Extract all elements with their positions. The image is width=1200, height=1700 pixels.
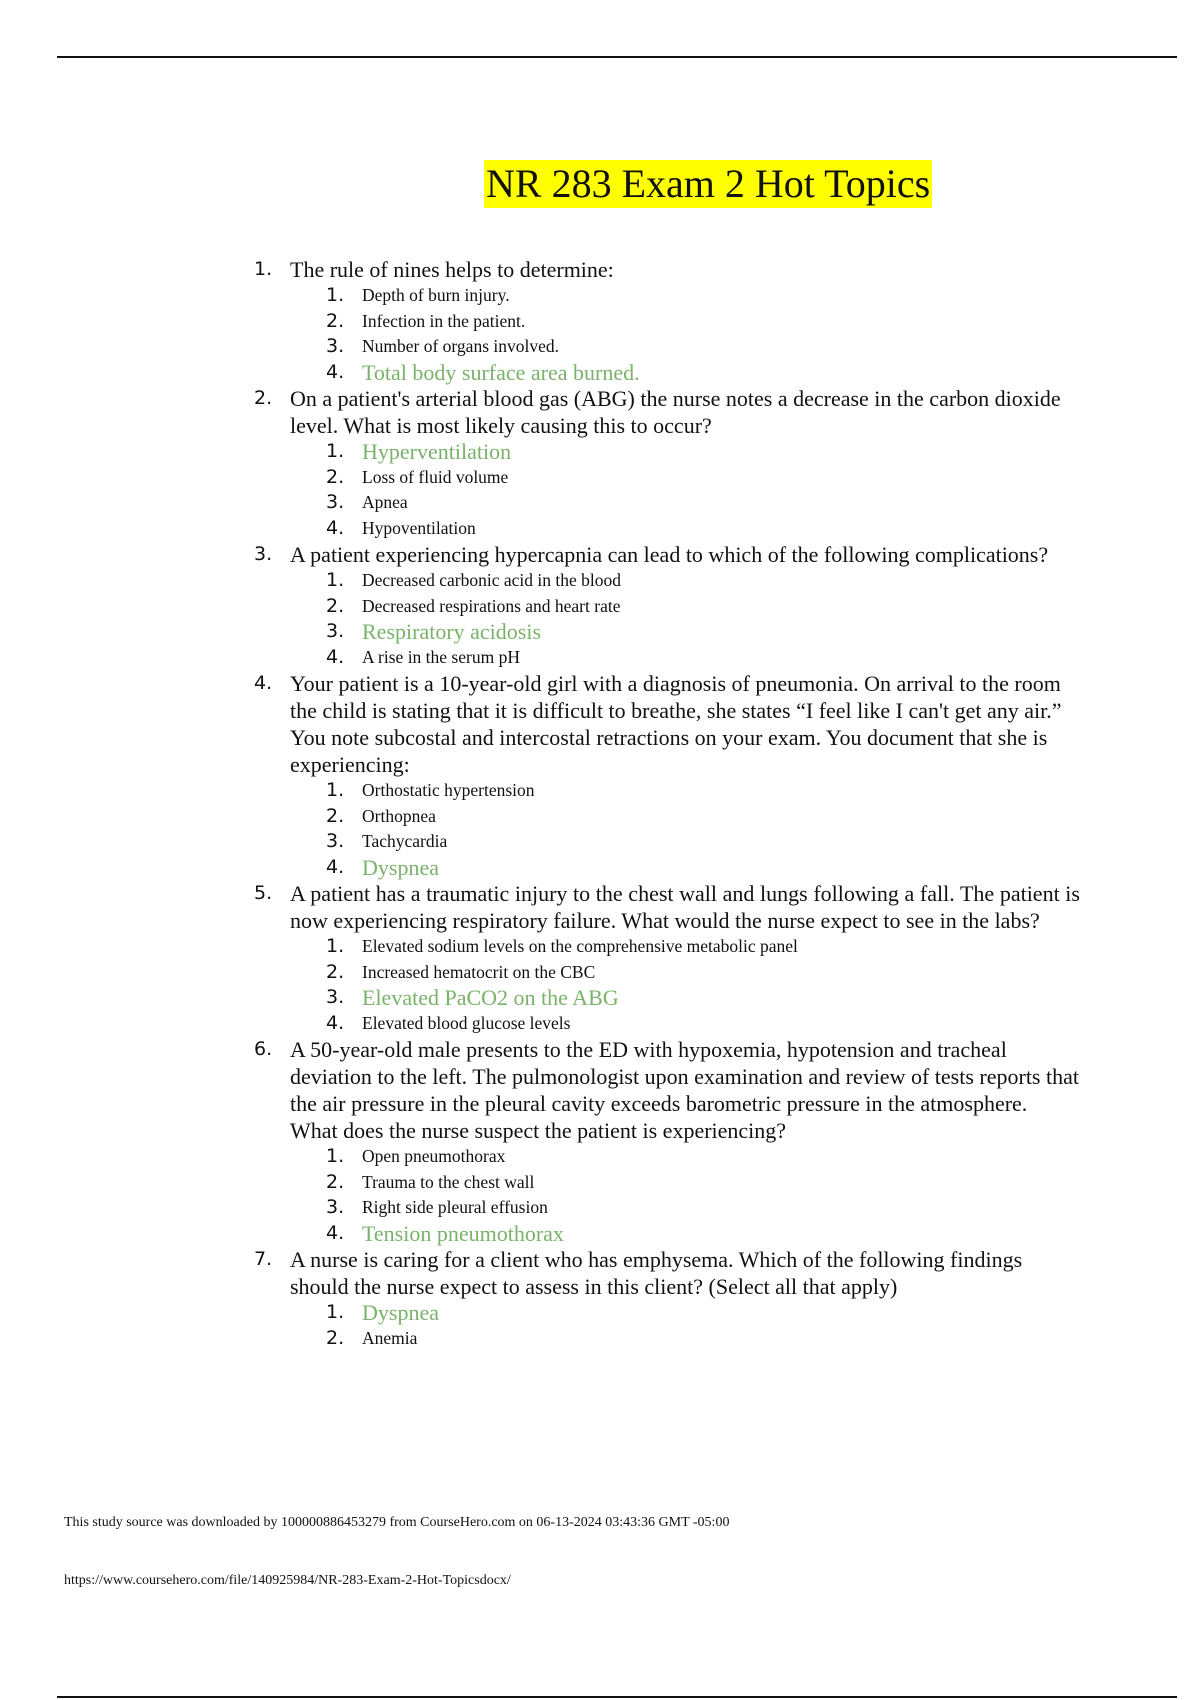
answer-option (326, 283, 1080, 309)
answer-option (326, 645, 1080, 671)
question-item (254, 385, 1080, 541)
answer-number: 4. (326, 360, 345, 383)
top-rule (57, 56, 1177, 58)
answer-list (290, 1300, 1080, 1351)
answer-option (326, 309, 1080, 335)
answer-text: Decreased carbonic acid in the blood (362, 570, 621, 590)
answer-number: 2. (326, 1170, 345, 1193)
answer-number: 2. (326, 465, 345, 488)
answer-text: Dyspnea (362, 1300, 439, 1325)
title-container (0, 160, 1200, 208)
answer-number: 3. (326, 830, 345, 852)
page-title: NR 283 Exam 2 Hot Topics (486, 161, 931, 206)
question-number: 3. (254, 543, 273, 565)
answer-number: 1. (326, 779, 345, 801)
answer-text: Elevated sodium levels on the comprehensive metabolic panel (362, 936, 798, 956)
answer-text: Hypoventilation (362, 517, 476, 538)
answer-option (326, 1144, 1080, 1170)
answer-text: Total body surface area burned. (362, 359, 640, 385)
question-number: 7. (254, 1248, 273, 1270)
answer-option (326, 960, 1080, 986)
answer-number: 1. (326, 440, 345, 462)
answer-number: 1. (326, 935, 345, 957)
question-list (254, 256, 1080, 1351)
answer-option (326, 490, 1080, 516)
answer-list (290, 934, 1080, 1036)
answer-option-correct (326, 855, 1080, 881)
answer-option (326, 778, 1080, 804)
answer-option (326, 934, 1080, 960)
answer-number: 3. (326, 620, 345, 642)
answer-option (326, 1170, 1080, 1196)
answer-number: 2. (326, 1326, 345, 1349)
question-number: 6. (254, 1038, 273, 1060)
question-number: 1. (254, 258, 273, 280)
download-note: This study source was downloaded by 100000886453279 from CourseHero.com on 06-13-2024 03:43:36 GMT -05:00 (64, 1515, 730, 1530)
answer-option (326, 804, 1080, 830)
answer-list (290, 778, 1080, 880)
answer-option-correct (326, 1300, 1080, 1326)
question-text: The rule of nines helps to determine: (290, 257, 614, 282)
answer-list (290, 439, 1080, 541)
answer-text: Elevated blood glucose levels (362, 1012, 571, 1033)
answer-number: 3. (326, 1196, 345, 1218)
answer-number: 1. (326, 1301, 345, 1323)
answer-text: Tension pneumothorax (362, 1220, 564, 1246)
answer-option-correct (326, 985, 1080, 1011)
answer-option (326, 516, 1080, 542)
source-url: https://www.coursehero.com/file/140925984/NR-283-Exam-2-Hot-Topicsdocx/ (64, 1573, 511, 1588)
answer-number: 1. (326, 284, 345, 306)
question-number: 4. (254, 672, 273, 694)
answer-option (326, 1195, 1080, 1221)
answer-number: 4. (326, 1011, 345, 1034)
answer-text: Decreased respirations and heart rate (362, 595, 621, 616)
answer-option-correct (326, 360, 1080, 386)
question-text: Your patient is a 10-year-old girl with a diagnosis of pneumonia. On arrival to the room the child is stating that it is difficult to breathe, she states “I feel like I can't get any air.” You note subcostal and intercostal retractions on your exam. You document that she is experiencing: (290, 671, 1062, 777)
question-item (254, 256, 1080, 385)
answer-number: 4. (326, 855, 345, 878)
question-text: A nurse is caring for a client who has emphysema. Which of the following findings should the nurse expect to assess in this client? (Select all that apply) (290, 1247, 1023, 1299)
question-item (254, 1246, 1080, 1351)
answer-number: 4. (326, 1221, 345, 1244)
answer-option-correct (326, 1221, 1080, 1247)
answer-text: Hyperventilation (362, 439, 512, 464)
answer-number: 3. (326, 335, 345, 357)
answer-number: 4. (326, 645, 345, 668)
answer-option (326, 829, 1080, 855)
answer-text: Open pneumothorax (362, 1146, 506, 1166)
answer-number: 1. (326, 1145, 345, 1167)
answer-number: 2. (326, 960, 345, 983)
question-item (254, 880, 1080, 1036)
answer-text: Apnea (362, 492, 408, 512)
bottom-rule (57, 1696, 1177, 1698)
answer-option (326, 594, 1080, 620)
answer-number: 1. (326, 569, 345, 591)
answer-option-correct (326, 619, 1080, 645)
answer-option (326, 465, 1080, 491)
answer-text: A rise in the serum pH (362, 646, 520, 667)
answer-text: Increased hematocrit on the CBC (362, 961, 596, 982)
question-item (254, 541, 1080, 670)
answer-number: 2. (326, 309, 345, 332)
question-number: 2. (254, 387, 273, 409)
answer-list (290, 568, 1080, 670)
question-text: A patient experiencing hypercapnia can lead to which of the following complications? (290, 542, 1049, 567)
answer-text: Trauma to the chest wall (362, 1171, 535, 1192)
question-number: 5. (254, 882, 273, 904)
question-text: On a patient's arterial blood gas (ABG) the nurse notes a decrease in the carbon dioxide level. What is most likely causing this to occur? (290, 386, 1061, 438)
question-text: A patient has a traumatic injury to the chest wall and lungs following a fall. The patient is now experiencing respiratory failure. What would the nurse expect to see in the labs? (290, 881, 1080, 933)
answer-text: Right side pleural effusion (362, 1197, 548, 1217)
answer-number: 2. (326, 594, 345, 617)
answer-text: Dyspnea (362, 854, 439, 880)
answer-text: Tachycardia (362, 831, 448, 851)
answer-number: 2. (326, 804, 345, 827)
answer-text: Orthopnea (362, 805, 436, 826)
question-item (254, 1036, 1080, 1246)
answer-option (326, 1011, 1080, 1037)
answer-list (290, 283, 1080, 385)
question-text: A 50-year-old male presents to the ED with hypoxemia, hypotension and tracheal deviation to the left. The pulmonologist upon examination and review of tests reports that the air pressure in the pleural cavity exceeds barometric pressure in the atmosphere. What does the nurse suspect the patient is experiencing? (290, 1037, 1079, 1143)
answer-text: Anemia (362, 1327, 418, 1348)
answer-text: Elevated PaCO2 on the ABG (362, 985, 619, 1010)
answer-text: Number of organs involved. (362, 336, 560, 356)
answer-number: 3. (326, 986, 345, 1008)
answer-number: 3. (326, 491, 345, 513)
answer-number: 4. (326, 516, 345, 539)
answer-option (326, 1326, 1080, 1352)
answer-text: Respiratory acidosis (362, 619, 542, 644)
answer-option (326, 334, 1080, 360)
answer-text: Depth of burn injury. (362, 285, 510, 305)
answer-text: Loss of fluid volume (362, 466, 509, 487)
answer-text: Infection in the patient. (362, 310, 526, 331)
answer-list (290, 1144, 1080, 1246)
answer-text: Orthostatic hypertension (362, 780, 535, 800)
question-item (254, 670, 1080, 880)
answer-option (326, 568, 1080, 594)
answer-option-correct (326, 439, 1080, 465)
